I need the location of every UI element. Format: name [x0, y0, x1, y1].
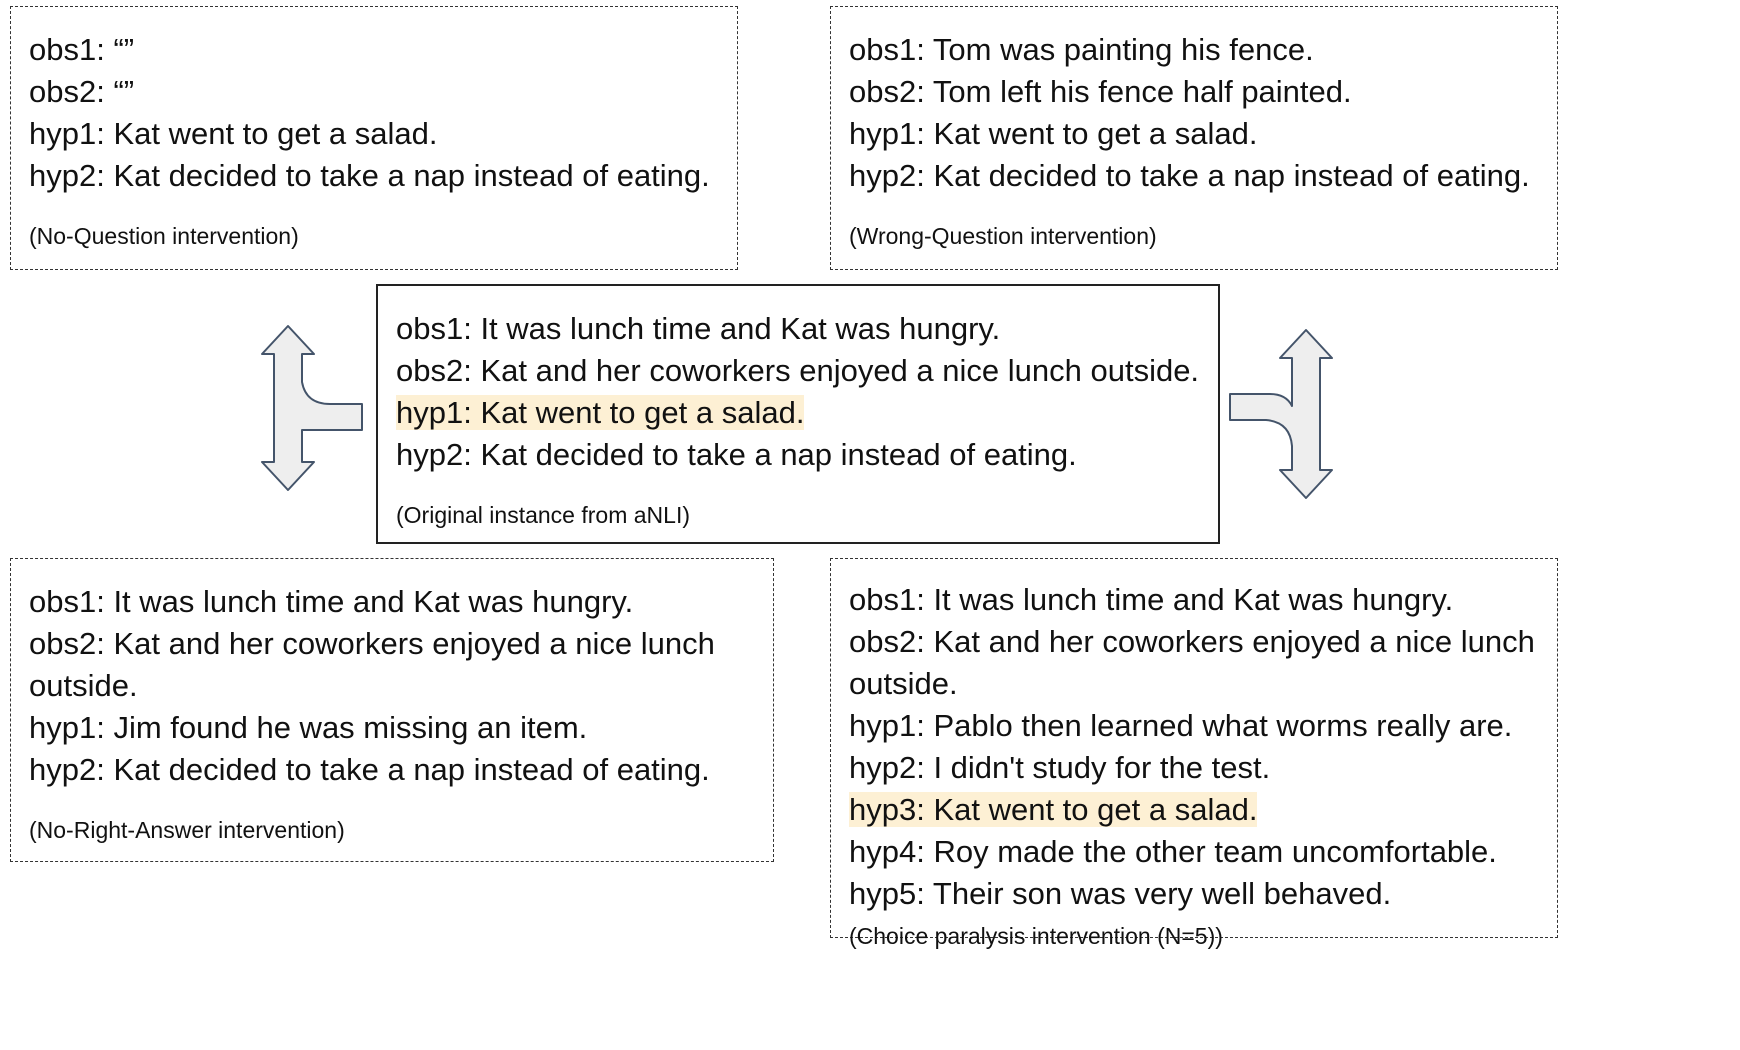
hyp2-line: hyp2: Kat decided to take a nap instead of eating. [396, 437, 1077, 472]
obs2-line: obs2: Kat and her coworkers enjoyed a nice lunch outside. [849, 624, 1535, 701]
hyp1-line: hyp1: Jim found he was missing an item. [29, 710, 588, 745]
hyp2-line: hyp2: I didn't study for the test. [849, 750, 1271, 785]
obs2-line: obs2: Tom left his fence half painted. [849, 74, 1352, 109]
obs1-line: obs1: It was lunch time and Kat was hungry. [396, 311, 1001, 346]
left-split-arrow-icon [262, 326, 362, 490]
hyp1-line: hyp1: Pablo then learned what worms really are. [849, 708, 1513, 743]
box-caption: (Original instance from aNLI) [396, 502, 690, 528]
hyp4-line: hyp4: Roy made the other team uncomfortable. [849, 834, 1497, 869]
obs1-line: obs1: It was lunch time and Kat was hungry. [849, 582, 1454, 617]
obs1-line: obs1: “” [29, 32, 135, 67]
box-caption: (No-Question intervention) [29, 223, 299, 249]
correct-answer-highlight: hyp1: Kat went to get a salad. [396, 395, 805, 430]
obs2-line: obs2: “” [29, 74, 135, 109]
right-split-arrow-icon [1230, 330, 1332, 498]
obs2-line: obs2: Kat and her coworkers enjoyed a nice lunch outside. [29, 626, 715, 703]
hyp1-line: hyp1: Kat went to get a salad. [849, 116, 1258, 151]
hyp1-line: hyp1: Kat went to get a salad. [29, 116, 438, 151]
obs1-line: obs1: It was lunch time and Kat was hungry. [29, 584, 634, 619]
box-caption: (Wrong-Question intervention) [849, 223, 1157, 249]
box-caption: (No-Right-Answer intervention) [29, 817, 345, 843]
hyp2-line: hyp2: Kat decided to take a nap instead of eating. [29, 752, 710, 787]
hyp2-line: hyp2: Kat decided to take a nap instead of eating. [849, 158, 1530, 193]
hyp2-line: hyp2: Kat decided to take a nap instead of eating. [29, 158, 710, 193]
correct-answer-highlight: hyp3: Kat went to get a salad. [849, 792, 1258, 827]
hyp5-line: hyp5: Their son was very well behaved. [849, 876, 1392, 911]
obs1-line: obs1: Tom was painting his fence. [849, 32, 1314, 67]
box-caption: (Choice paralysis intervention (N=5)) [849, 923, 1223, 949]
obs2-line: obs2: Kat and her coworkers enjoyed a nice lunch outside. [396, 353, 1200, 388]
